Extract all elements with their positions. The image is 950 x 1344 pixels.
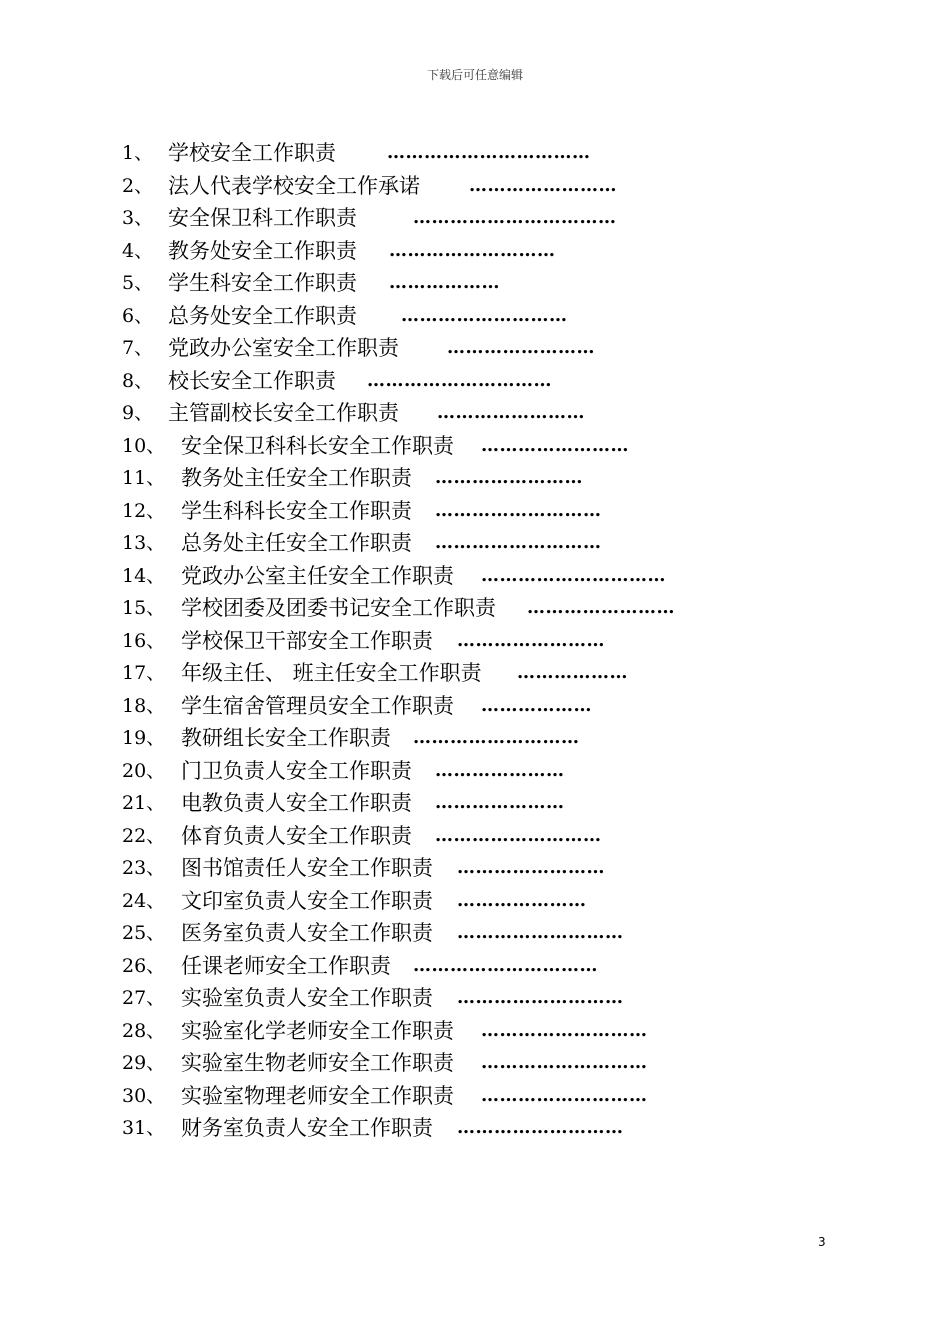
toc-entry-number: 19、	[122, 727, 166, 749]
toc-entry[interactable]	[0, 982, 950, 1015]
toc-entry-number: 20、	[122, 759, 166, 782]
toc-entry[interactable]	[0, 1112, 950, 1145]
toc-entry-number: 1、	[122, 142, 154, 164]
toc-entry-title: 体育负责人安全工作职责	[181, 823, 412, 848]
toc-entry-leader-dots: ………………………	[481, 1084, 648, 1106]
toc-entry-number: 30、	[122, 1084, 166, 1107]
toc-entry-title: 法人代表学校安全工作承诺	[168, 173, 420, 198]
toc-entry-number: 18、	[122, 694, 166, 717]
toc-entry-title: 学校团委及团委书记安全工作职责	[181, 596, 496, 620]
toc-entry-leader-dots: ……………………………	[413, 207, 617, 228]
toc-entry-title: 学生科安全工作职责	[168, 271, 357, 295]
toc-entry-title: 总务处主任安全工作职责	[181, 531, 412, 555]
toc-entry-number: 26、	[122, 954, 166, 977]
toc-entry-leader-dots: ………………………	[435, 499, 602, 521]
toc-entry-title: 门卫负责人安全工作职责	[181, 758, 412, 783]
toc-entry-number: 2、	[122, 174, 154, 197]
toc-entry-number: 29、	[122, 1052, 166, 1074]
toc-entry-leader-dots: ……………………	[527, 597, 675, 618]
toc-entry[interactable]	[0, 820, 950, 853]
toc-entry[interactable]	[0, 690, 950, 723]
toc-entry[interactable]	[0, 625, 950, 658]
toc-entry-number: 6、	[122, 304, 154, 327]
toc-entry-leader-dots: …………………	[435, 792, 565, 813]
toc-entry-title: 实验室生物老师安全工作职责	[181, 1051, 454, 1075]
toc-entry[interactable]	[0, 885, 950, 918]
toc-entry-leader-dots: …………………	[435, 759, 565, 781]
toc-entry-number: 28、	[122, 1019, 166, 1042]
toc-entry-number: 24、	[122, 889, 166, 912]
page-header: 下载后可任意编辑	[426, 68, 523, 82]
toc-entry[interactable]	[0, 462, 950, 495]
toc-entry[interactable]	[0, 787, 950, 820]
toc-entry-number: 27、	[122, 987, 166, 1009]
toc-entry-title: 学生宿舍管理员安全工作职责	[181, 693, 454, 718]
toc-entry-title: 任课老师安全工作职责	[181, 953, 391, 978]
toc-entry-leader-dots: ………………………	[481, 1019, 648, 1041]
toc-entry-number: 22、	[122, 824, 166, 847]
toc-entry[interactable]	[0, 852, 950, 885]
toc-entry[interactable]	[0, 560, 950, 593]
toc-entry-leader-dots: ……………………	[481, 434, 629, 456]
toc-entry-leader-dots: ………………………	[457, 987, 624, 1008]
toc-entry-number: 15、	[122, 597, 166, 619]
toc-entry[interactable]	[0, 430, 950, 463]
toc-entry-leader-dots: ………………………	[401, 304, 568, 326]
toc-entry-leader-dots: …………………	[457, 889, 587, 911]
toc-entry-leader-dots: ………………………	[435, 532, 602, 553]
toc-entry[interactable]	[0, 1015, 950, 1048]
toc-entry-leader-dots: ……………………	[437, 402, 585, 423]
toc-entry[interactable]	[0, 397, 950, 430]
toc-entry-title: 学校安全工作职责	[168, 141, 336, 165]
toc-entry-number: 17、	[122, 662, 166, 684]
toc-entry-title: 校长安全工作职责	[168, 368, 336, 393]
toc-entry[interactable]	[0, 917, 950, 950]
toc-entry-number: 25、	[122, 922, 166, 944]
toc-entry[interactable]	[0, 657, 950, 690]
toc-entry-number: 11、	[122, 467, 166, 489]
toc-entry-title: 学校保卫干部安全工作职责	[181, 628, 433, 653]
toc-entry-title: 党政办公室安全工作职责	[168, 336, 399, 360]
toc-entry-leader-dots: ………………	[389, 272, 500, 293]
toc-entry-number: 13、	[122, 532, 166, 554]
toc-entry-title: 教务处主任安全工作职责	[181, 466, 412, 490]
toc-entry-title: 实验室负责人安全工作职责	[181, 986, 433, 1010]
toc-entry[interactable]	[0, 300, 950, 333]
toc-entry-leader-dots: ……………………	[457, 629, 605, 651]
toc-entry[interactable]	[0, 1047, 950, 1080]
toc-entry-title: 图书馆责任人安全工作职责	[181, 856, 433, 880]
toc-entry-number: 4、	[122, 239, 154, 262]
table-of-contents	[0, 137, 950, 1145]
toc-entry-leader-dots: ……………………………	[387, 142, 591, 163]
toc-entry-leader-dots: ………………………	[435, 824, 602, 846]
toc-entry-number: 31、	[122, 1117, 166, 1139]
toc-entry[interactable]	[0, 365, 950, 398]
toc-entry[interactable]	[0, 170, 950, 203]
toc-entry[interactable]	[0, 592, 950, 625]
toc-entry-number: 3、	[122, 207, 154, 229]
toc-entry-title: 电教负责人安全工作职责	[181, 791, 412, 815]
toc-entry[interactable]	[0, 950, 950, 983]
toc-entry-leader-dots: ……………………	[457, 857, 605, 878]
toc-entry-title: 教务处安全工作职责	[168, 238, 357, 263]
toc-entry-leader-dots: ………………………	[413, 727, 580, 748]
toc-entry[interactable]	[0, 267, 950, 300]
toc-entry-title: 安全保卫科科长安全工作职责	[181, 433, 454, 458]
toc-entry-number: 14、	[122, 564, 166, 587]
toc-entry-title: 财务室负责人安全工作职责	[181, 1116, 433, 1140]
page-number: 3	[818, 1235, 826, 1249]
toc-entry-title: 医务室负责人安全工作职责	[181, 921, 433, 945]
toc-entry-number: 10、	[122, 434, 166, 457]
toc-entry-title: 文印室负责人安全工作职责	[181, 888, 433, 913]
toc-entry-number: 5、	[122, 272, 154, 294]
toc-entry-leader-dots: ………………………	[457, 1117, 624, 1138]
toc-entry-leader-dots: …………………………	[367, 369, 552, 391]
toc-entry[interactable]	[0, 137, 950, 170]
toc-entry-number: 16、	[122, 629, 166, 652]
toc-entry-number: 7、	[122, 337, 154, 359]
toc-entry-number: 8、	[122, 369, 154, 392]
toc-entry[interactable]	[0, 527, 950, 560]
toc-entry-number: 9、	[122, 402, 154, 424]
toc-entry-leader-dots: ………………	[481, 694, 592, 716]
toc-entry[interactable]	[0, 722, 950, 755]
toc-entry-title: 主管副校长安全工作职责	[168, 401, 399, 425]
toc-entry[interactable]	[0, 755, 950, 788]
toc-entry-title: 实验室物理老师安全工作职责	[181, 1083, 454, 1108]
toc-entry[interactable]	[0, 332, 950, 365]
toc-entry-title: 实验室化学老师安全工作职责	[181, 1018, 454, 1043]
toc-entry[interactable]	[0, 495, 950, 528]
toc-entry-title: 学生科科长安全工作职责	[181, 498, 412, 523]
toc-entry-leader-dots: ……………………	[447, 337, 595, 358]
toc-entry-leader-dots: ………………………	[481, 1052, 648, 1073]
toc-entry[interactable]	[0, 235, 950, 268]
toc-entry-leader-dots: ……………………	[469, 174, 617, 196]
toc-entry[interactable]	[0, 1080, 950, 1113]
toc-entry-title: 教研组长安全工作职责	[181, 726, 391, 750]
toc-entry-leader-dots: …………………………	[413, 954, 598, 976]
toc-entry-title: 安全保卫科工作职责	[168, 206, 357, 230]
toc-entry-number: 12、	[122, 499, 166, 522]
toc-entry-number: 21、	[122, 792, 166, 814]
toc-entry-title: 总务处安全工作职责	[168, 303, 357, 328]
toc-entry-leader-dots: ………………………	[457, 922, 624, 943]
toc-entry-leader-dots: ………………	[517, 662, 628, 683]
toc-entry-leader-dots: ………………………	[389, 239, 556, 261]
toc-entry-title: 党政办公室主任安全工作职责	[181, 563, 454, 588]
toc-entry-title: 年级主任、 班主任安全工作职责	[181, 661, 482, 685]
toc-entry-leader-dots: …………………………	[481, 564, 666, 586]
toc-entry-number: 23、	[122, 857, 166, 879]
toc-entry-leader-dots: ……………………	[435, 467, 583, 488]
toc-entry[interactable]	[0, 202, 950, 235]
